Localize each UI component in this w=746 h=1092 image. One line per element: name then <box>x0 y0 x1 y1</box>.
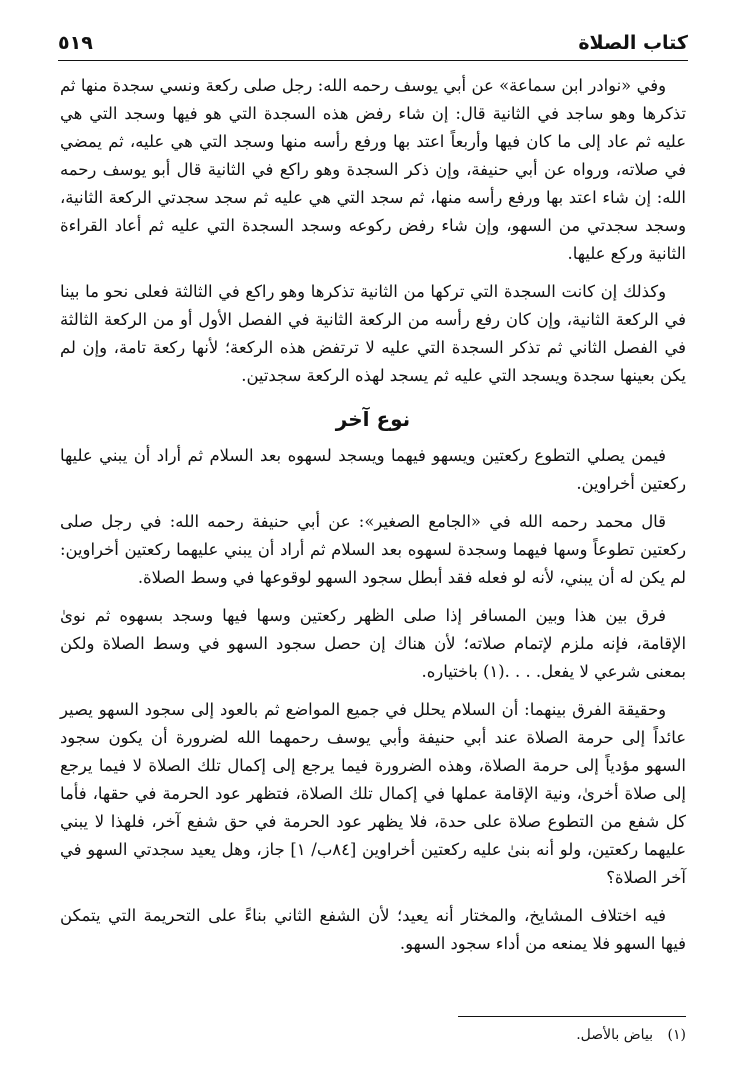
page-number: ٥١٩ <box>58 32 93 54</box>
footnote <box>60 1024 686 1046</box>
footnote-number: (١) <box>667 1027 686 1043</box>
paragraph: وفي «نوادر ابن سماعة» عن أبي يوسف رحمه الله: رجل صلى ركعة ونسي سجدة منها ثم تذكرها وهو ساجد في الثانية قال: إن شاء رفض هذه السجدة التي هو فيها وسجد التي هي عليه ثم عاد إلى ما كان فيها وأربعاً اعتد بها ورفع رأسه منها وسجد التي هي عليه، ثم يمضي في صلاته، ورواه عن أبي حنيفة، وإن ذكر السجدة وهو راكع في الثانية قال أبو يوسف رحمه الله: إن شاء اعتد بها ورفع رأسه منها، ثم سجد التي هي عليه ثم سجد سجدتي الركعة الثانية، وسجد سجدتي من السهو، وإن شاء رفض ركوعه وسجد السجدة التي عليه ثم أعاد القراءة الثانية وركع عليها. <box>60 76 686 263</box>
paragraph: فيمن يصلي التطوع ركعتين ويسهو فيهما ويسجد لسهوه بعد السلام ثم أراد أن يبني عليها ركعتين أخراوين. <box>60 446 686 493</box>
paragraph: وحقيقة الفرق بينهما: أن السلام يحلل في جميع المواضع ثم بالعود إلى سجود السهو يصير عائداً إلى حرمة الصلاة عند أبي حنيفة وأبي يوسف رحمهما الله لضرورة أن يكون سجود السهو مؤدياً إلى حرمة الصلاة، وهذه الضرورة فيما يرجع إلى إكمال تلك الصلاة لا فيما يرجع إلى صلاة أخرىٰ، ونية الإقامة عملها في إكمال تلك الصلاة، فتظهر عود الحرمة في حقها، فأما كل شفع من التطوع صلاة على حدة، فلا يظهر عود الحرمة في حق شفع آخر، فلهذا لا يبني عليهما ركعتين، ولو أنه بنىٰ عليه ركعتين أخراوين [٨٤ب/ ١] جاز، وهل يعيد سجدتي السهو في آخر الصلاة؟ <box>60 700 686 887</box>
footnote-text: بياض بالأصل. <box>576 1027 654 1043</box>
chapter-title: كتاب الصلاة <box>578 32 688 54</box>
paragraph: قال محمد رحمه الله في «الجامع الصغير»: عن أبي حنيفة رحمه الله: في رجل صلى ركعتين تطوعاً وسها فيهما وسجدة لسهوه بعد السلام ثم أراد أن يبني عليهما ركعتين أخراوين: لم يكن له أن يبني، لأنه لو فعله فقد أبطل سجود السهو لوقوعها في وسط الصلاة. <box>60 512 686 587</box>
page-body <box>60 72 686 968</box>
paragraph: فيه اختلاف المشايخ، والمختار أنه يعيد؛ لأن الشفع الثاني بناءً على التحريمة التي يتمكن فيها السهو فلا يمنعه من أداء سجود السهو. <box>60 906 686 953</box>
page-header <box>58 30 688 61</box>
section-heading: نوع آخر <box>335 407 411 431</box>
footnote-divider <box>458 1016 686 1017</box>
paragraph: فرق بين هذا وبين المسافر إذا صلى الظهر ركعتين وسها فيها وسجد بسهوه ثم نوىٰ الإقامة، فإنه ملزم لإتمام صلاته؛ لأن هناك إن حصل سجود السهو في وسط الصلاة ولكن بمعنى شرعي لا يفعل. . . .(١) باختياره. <box>60 606 686 681</box>
paragraph: وكذلك إن كانت السجدة التي تركها من الثانية تذكرها وهو راكع في الثالثة فعلى نحو ما بينا في الركعة الثانية، وإن كان رفع رأسه من الركعة الثانية في الفصل الأول أو من الركعة الثالثة في الفصل الثاني ثم تذكر السجدة التي عليه لا ترتفض هذه الركعة؛ لأنها ركعة تامة، وإن لم يكن بعينها سجدة ويسجد التي عليه ثم يسجد لهذه الركعة سجدتين. <box>60 282 686 385</box>
